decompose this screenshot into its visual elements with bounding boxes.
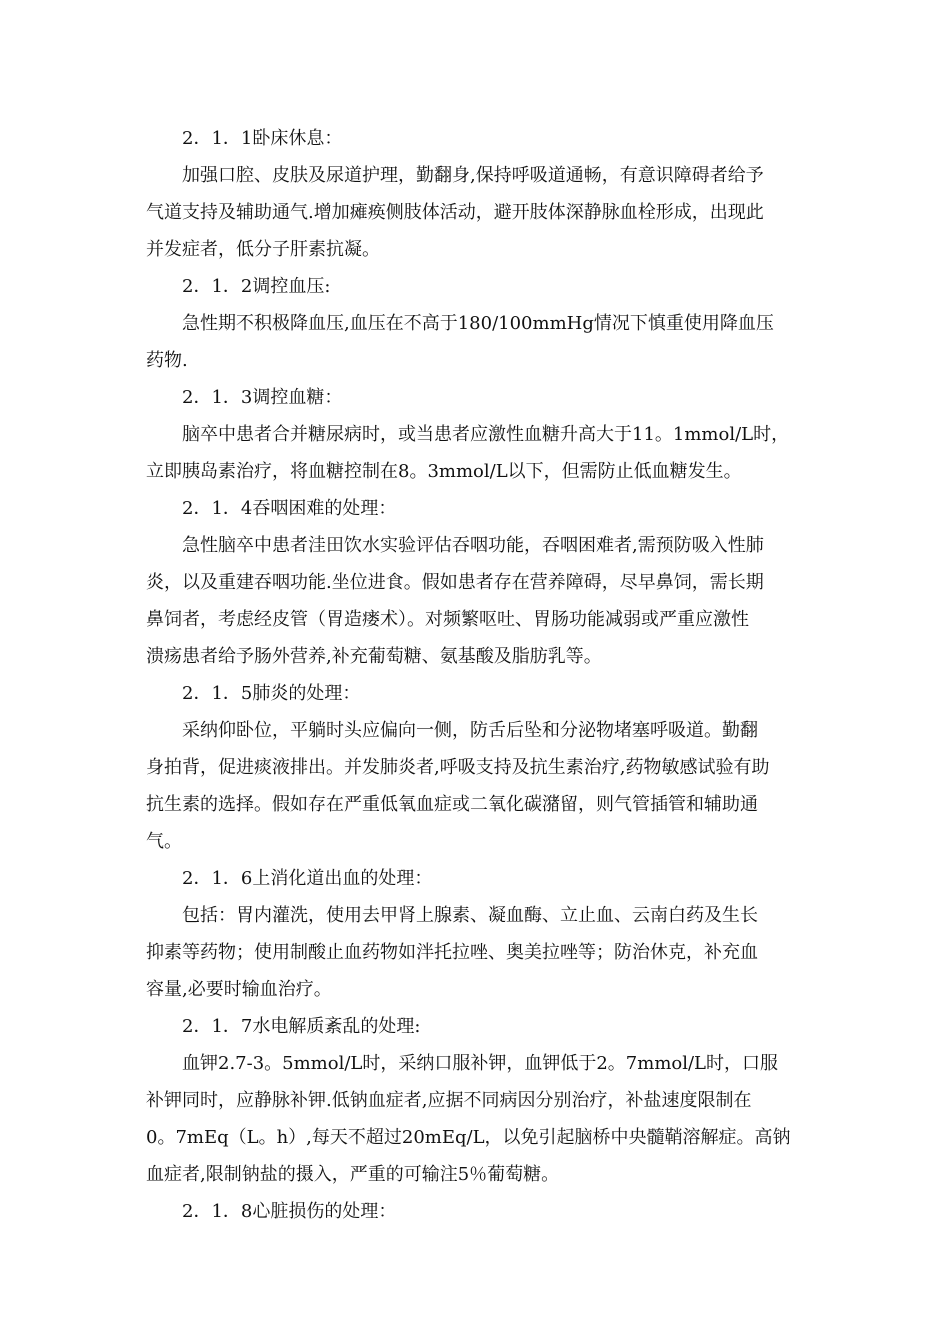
section-heading: 2．1．7水电解质紊乱的处理: [182, 1016, 421, 1037]
text-line: 并发症者，低分子肝素抗凝。 [146, 239, 380, 260]
text-line: 炎，以及重建吞咽功能.坐位进食。假如患者存在营养障碍，尽早鼻饲，需长期 [146, 572, 764, 593]
text-line: 溃疡患者给予肠外营养,补充葡萄糖、氨基酸及脂肪乳等。 [146, 646, 602, 667]
text-line: 血症者,限制钠盐的摄入，严重的可输注5％葡萄糖。 [146, 1164, 560, 1185]
document-body [146, 120, 811, 1230]
text-line: 立即胰岛素治疗，将血糖控制在8。3mmol/L以下，但需防止低血糖发生。 [146, 461, 742, 482]
text-line: 血钾2.7-3。5mmol/L时，采纳口服补钾，血钾低于2。7mmol/L时，口服 [182, 1053, 779, 1074]
text-line: 气。 [146, 831, 182, 852]
text-line: 抑素等药物；使用制酸止血药物如泮托拉唑、奥美拉唑等；防治休克，补充血 [146, 942, 758, 963]
text-line: 药物. [146, 350, 188, 371]
text-line: 包括：胃内灌洗，使用去甲肾上腺素、凝血酶、立止血、云南白药及生长 [182, 905, 758, 926]
section-heading: 2．1．5肺炎的处理： [182, 683, 361, 704]
section-heading: 2．1．3调控血糖： [182, 387, 343, 408]
text-line: 抗生素的选择。假如存在严重低氧血症或二氧化碳潴留，则气管插管和辅助通 [146, 794, 758, 815]
text-line: 采纳仰卧位，平躺时头应偏向一侧，防舌后坠和分泌物堵塞呼吸道。勤翻 [182, 720, 758, 741]
text-line: 脑卒中患者合并糖尿病时，或当患者应激性血糖升高大于11。1mmol/L时， [182, 424, 790, 445]
text-line: 容量,必要时输血治疗。 [146, 979, 332, 1000]
text-line: 鼻饲者，考虑经皮管（胃造瘘术）。对频繁呕吐、胃肠功能减弱或严重应激性 [146, 609, 749, 630]
section-heading: 2．1．1卧床休息： [182, 128, 343, 149]
text-line: 加强口腔、皮肤及尿道护理，勤翻身,保持呼吸道通畅，有意识障碍者给予 [182, 165, 764, 186]
text-line: 气道支持及辅助通气.增加瘫痪侧肢体活动，避开肢体深静脉血栓形成，出现此 [146, 202, 764, 223]
section-heading: 2．1．8心脏损伤的处理： [182, 1201, 397, 1222]
section-heading: 2．1．2调控血压: [182, 276, 331, 297]
text-line: 急性期不积极降血压,血压在不高于180/100mmHg情况下慎重使用降血压 [182, 313, 774, 334]
text-line: 0。7mEq（L。h）,每天不超过20mEq/L，以免引起脑桥中央髓鞘溶解症。高钠 [146, 1127, 791, 1148]
text-line: 身拍背，促进痰液排出。并发肺炎者,呼吸支持及抗生素治疗,药物敏感试验有助 [146, 757, 770, 778]
section-heading: 2．1．4吞咽困难的处理： [182, 498, 397, 519]
text-line: 急性脑卒中患者洼田饮水实验评估吞咽功能，吞咽困难者,需预防吸入性肺 [182, 535, 764, 556]
text-line: 补钾同时，应静脉补钾.低钠血症者,应据不同病因分别治疗，补盐速度限制在 [146, 1090, 752, 1111]
section-heading: 2．1．6上消化道出血的处理： [182, 868, 433, 889]
